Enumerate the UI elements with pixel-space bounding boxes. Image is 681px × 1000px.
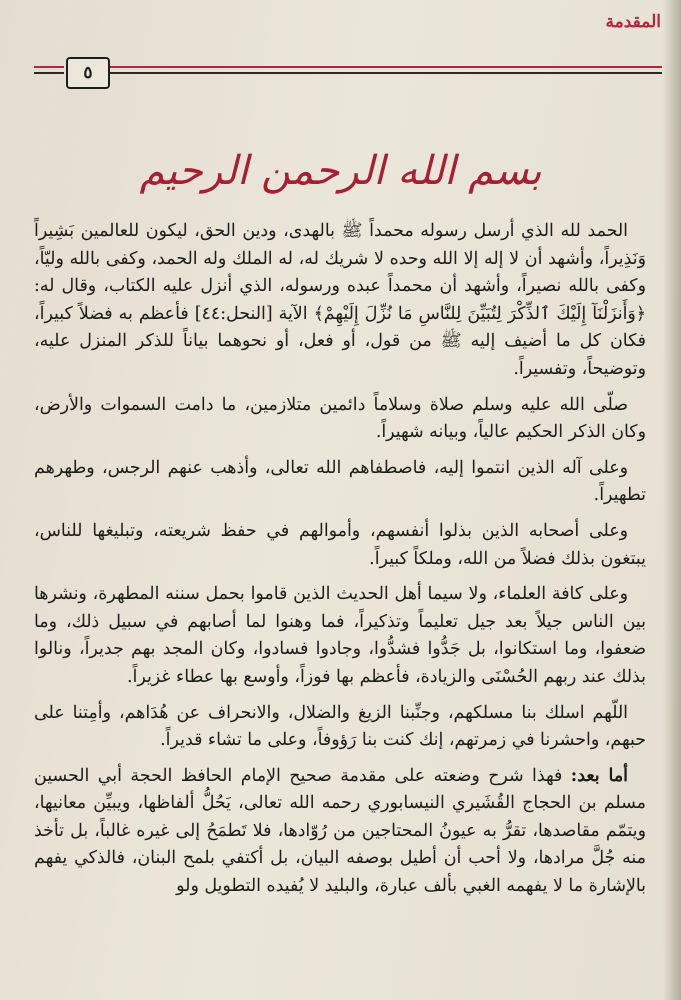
book-spine-shadow (663, 0, 681, 1000)
paragraph-5: وعلى كافة العلماء، ولا سيما أهل الحديث الذين قاموا بحمل سننه المطهرة، ونشرها بين الناس جيلاً بعد جيل تعليماً وتذكيراً، فما وهنوا لما أصابهم في سبيل ذلك، وما ضعفوا، وما استكانوا، بل جَدُّوا فشدُّوا، وجادوا فسادوا، وكان المجد بهم جديراً، ونالوا بذلك عند ربهم الحُسْنَى والزيادة، فأعظم بها فوزاً، وأوسع بها عطاء غزيراً. (34, 584, 646, 687)
paragraph-3: وعلى آله الذين انتموا إليه، فاصطفاهم الله تعالى، وأذهب عنهم الرجس، وطهرهم تطهيراً. (34, 457, 646, 506)
paragraph-2: صلّى الله عليه وسلم صلاة وسلاماً دائمين متلازمين، ما دامت السموات والأرض، وكان الذكر الحكيم عالياً، وبيانه شهيراً. (34, 394, 646, 443)
header-rule-red (110, 66, 662, 68)
header-rule-left (34, 72, 64, 74)
main-text (34, 218, 646, 909)
paragraph-4: وعلى أصحابه الذين بذلوا أنفسهم، وأموالهم في حفظ شريعته، وتبليغها للناس، يبتغون بذلك فضلاً من الله، وملكاً كبيراً. (34, 520, 646, 569)
paragraph-7-lead: أما بعد: (570, 765, 628, 786)
paragraph-6: اللّهم اسلك بنا مسلكهم، وجنِّبنا الزيغ والضلال، والانحراف عن هُدَاهم، وأمِتنا على حبهم، واحشرنا في زمرتهم، إنك كنت بنا رَؤوفاً، وعلى ما تشاء قديراً. (34, 702, 646, 751)
paragraph-1: الحمد لله الذي أرسل رسوله محمداً ﷺ بالهدى، ودين الحق، ليكون للعالمين بَشِيراً وَنَذِيراً، وأشهد أن لا إله إلا الله وحده لا شريك له، له الملك وله الحمد، وكفى بالله وليّاً، وكفى بالله نصيراً، وأشهد أن محمداً عبده ورسوله، الذي أنزل عليه الكتاب، وقال له: ﴿وَأَنزَلْنَآ إِلَيْكَ ٱلذِّكْرَ لِتُبَيِّنَ لِلنَّاسِ مَا نُزِّلَ إِلَيْهِمْ﴾ الآية [النحل:٤٤] فأعظم به فضلاً كبيراً، فكان كل ما أضيف إليه ﷺ من قول، أو فعل، أو نحوهما بياناً للذكر المنزل عليه، وتوضيحاً، وتفسيراً. (34, 221, 646, 379)
page-number (66, 57, 110, 89)
paragraph-7 (34, 763, 646, 901)
basmala-calligraphy: بسم الله الرحمن الرحيم (139, 148, 542, 194)
chapter-title: المقدمة (605, 12, 661, 32)
paragraph-7-body: فهذا شرح وضعته على مقدمة صحيح الإمام الحافظ الحجة أبي الحسين مسلم بن الحجاج القُشَيري النيسابوري رحمه الله تعالى، يَحُلُّ ألفاظها، ويبيِّن معانيها، ويتمّم مقاصدها، تقرُّ به عيونُ المحتاجين من رُوّادها، فلا تَطمَحُ إلى غيره غالباً، بل تأخذ منه جُلَّ مرادها، ولا أحب أن أطيل بوصفه البيان، بل أكتفي بلمح البنان، فالذكي يفهم بالإشارة ما لا يفهمه الغبي بألف عبارة، والبليد لا يُفيده التطويل ولو (34, 765, 646, 897)
header-rule-black (110, 72, 662, 74)
page-number-text: ٥ (83, 63, 93, 83)
header-rule-red-top (34, 66, 64, 68)
